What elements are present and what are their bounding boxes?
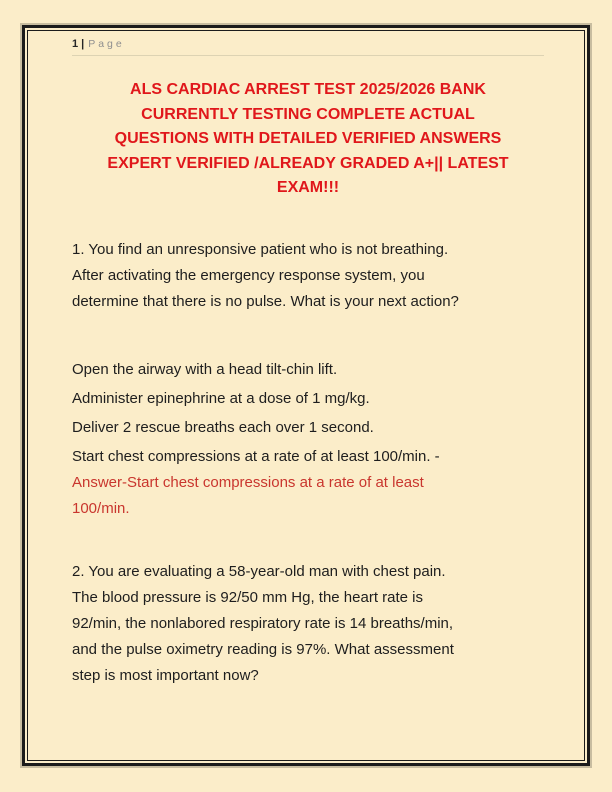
page-border-frame-inner [27, 30, 585, 761]
question-1-option-3-text: Deliver 2 rescue breaths each over 1 second. [72, 418, 374, 436]
question-1-option-2 [72, 386, 544, 412]
question-1-text [72, 237, 544, 315]
question-1-option-4-with-answer [72, 444, 544, 522]
question-2-line-3: 92/min, the nonlabored respiratory rate is 14 breaths/min, [72, 614, 454, 632]
title-line-1: ALS CARDIAC ARREST TEST 2025/2026 BANK [130, 81, 486, 98]
page-border-frame [22, 25, 590, 766]
question-1-options [72, 357, 544, 522]
title-line-2: CURRENTLY TESTING COMPLETE ACTUAL [141, 105, 475, 123]
question-1-option-4-text: Start chest compressions at a rate of at least 100/min. - [72, 447, 440, 465]
question-1-line-1: 1. You find an unresponsive patient who is not breathing. [72, 240, 449, 258]
question-1-option-1 [72, 357, 544, 383]
document-title [72, 78, 544, 201]
page-label: Page [88, 38, 125, 50]
question-1-option-2-text: Administer epinephrine at a dose of 1 mg/kg. [72, 389, 370, 407]
page-number-separator: | [81, 38, 85, 50]
question-1-option-1-text: Open the airway with a head tilt-chin lift. [72, 360, 338, 378]
page-number: 1 [72, 38, 79, 50]
question-2-line-5: step is most important now? [72, 666, 259, 684]
title-line-5: EXAM!!! [276, 179, 340, 196]
question-2-line-1: 2. You are evaluating a 58-year-old man with chest pain. [72, 562, 446, 580]
page-header [72, 37, 544, 52]
question-2-line-2: The blood pressure is 92/50 mm Hg, the heart rate is [72, 588, 424, 606]
page-content [28, 31, 584, 760]
header-rule [72, 55, 544, 56]
question-2-text [72, 559, 544, 689]
question-1-answer-line-2: 100/min. [72, 499, 130, 517]
question-1-line-2: After activating the emergency response system, you [72, 266, 425, 284]
question-2-line-4: and the pulse oximetry reading is 97%. What assessment [72, 640, 454, 658]
question-1-line-3: determine that there is no pulse. What is your next action? [72, 292, 459, 310]
question-1-option-3 [72, 415, 544, 441]
question-1-answer-line-1: Answer-Start chest compressions at a rate of at least [72, 473, 424, 491]
title-line-4: EXPERT VERIFIED /ALREADY GRADED A+|| LATEST [107, 154, 509, 172]
title-line-3: QUESTIONS WITH DETAILED VERIFIED ANSWERS [114, 130, 502, 147]
